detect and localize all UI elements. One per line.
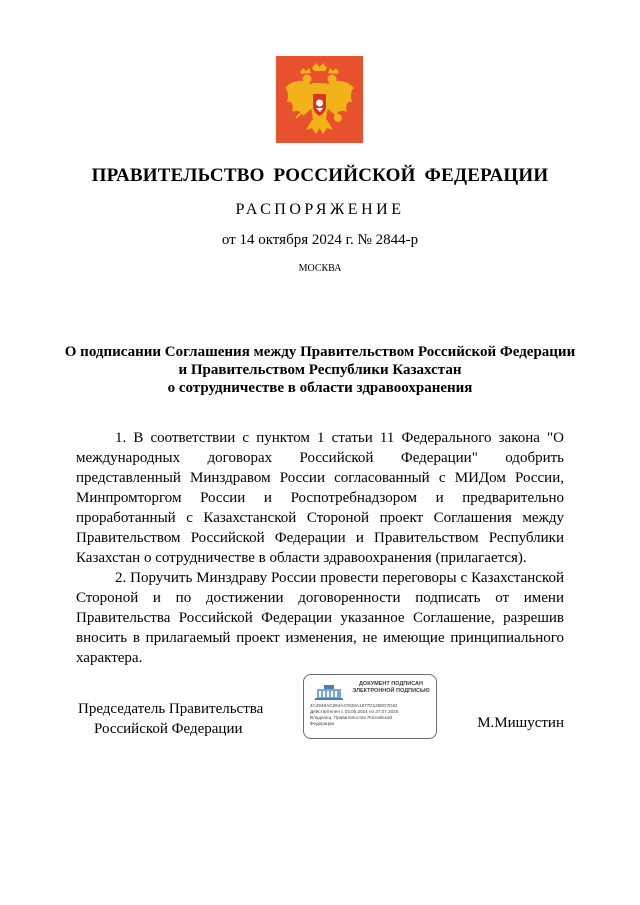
signatory-position: [78, 699, 263, 739]
signatory-position-line-2: Российской Федерации: [94, 721, 243, 737]
subject-line-1: О подписании Соглашения между Правительством Российской Федерации: [64, 344, 576, 360]
document-city: МОСКВА: [298, 263, 342, 274]
document-subject: [60, 343, 580, 397]
body-paragraph-2: 2. Поручить Минздраву России провести переговоры с Казахстанской Стороной и по достижении договоренности подписать от имени Правительства Российской Федерации указанное Соглашение, разрешив вносить в прилагаемый проект изменения, не имеющие принципиального характера.: [76, 570, 564, 666]
stamp-validity: Действителен с 03.05.2024 по 27.07.2025: [310, 709, 399, 714]
stamp-certificate: 4C4948AC294A47933A1877D126ED7D62: [310, 703, 398, 708]
body-paragraph-1: 1. В соответствии с пунктом 1 статьи 11 Федерального закона "О международных договорах Российской Федерации" одобрить представленный Минздравом России согласованный с МИДом России, Минпромторгом России и Роспотребнадзором и предварительно проработанный с Казахстанской Стороной проект Соглашения между Правительством Российской Федерации и Правительством Республики Казахстан о сотрудничестве в области здравоохранения (прилагается).: [76, 430, 564, 566]
government-building-icon: [314, 683, 344, 701]
document-type: РАСПОРЯЖЕНИЕ: [235, 201, 405, 218]
subject-line-2: и Правительством Республики Казахстан: [178, 362, 462, 378]
coat-of-arms-emblem-icon: [276, 56, 363, 143]
stamp-owner-line-1: Владелец: Правительство Российской: [310, 715, 392, 720]
signatory-position-line-1: Председатель Правительства: [78, 701, 264, 717]
stamp-title: [348, 681, 434, 695]
stamp-details: [310, 703, 434, 727]
document-date-number: от 14 октября 2024 г. № 2844-р: [221, 232, 419, 248]
subject-line-3: о сотрудничестве в области здравоохранения: [167, 380, 473, 396]
signatory-name: М.Мишустин: [477, 715, 564, 731]
government-title: ПРАВИТЕЛЬСТВО РОССИЙСКОЙ ФЕДЕРАЦИИ: [91, 165, 549, 186]
document-body: [76, 428, 564, 668]
electronic-signature-stamp: [303, 674, 437, 739]
stamp-title-line-2: ЭЛЕКТРОННОЙ ПОДПИСЬЮ: [352, 688, 430, 694]
stamp-owner-line-2: Федерации: [310, 721, 335, 726]
stamp-title-line-1: ДОКУМЕНТ ПОДПИСАН: [359, 681, 423, 687]
